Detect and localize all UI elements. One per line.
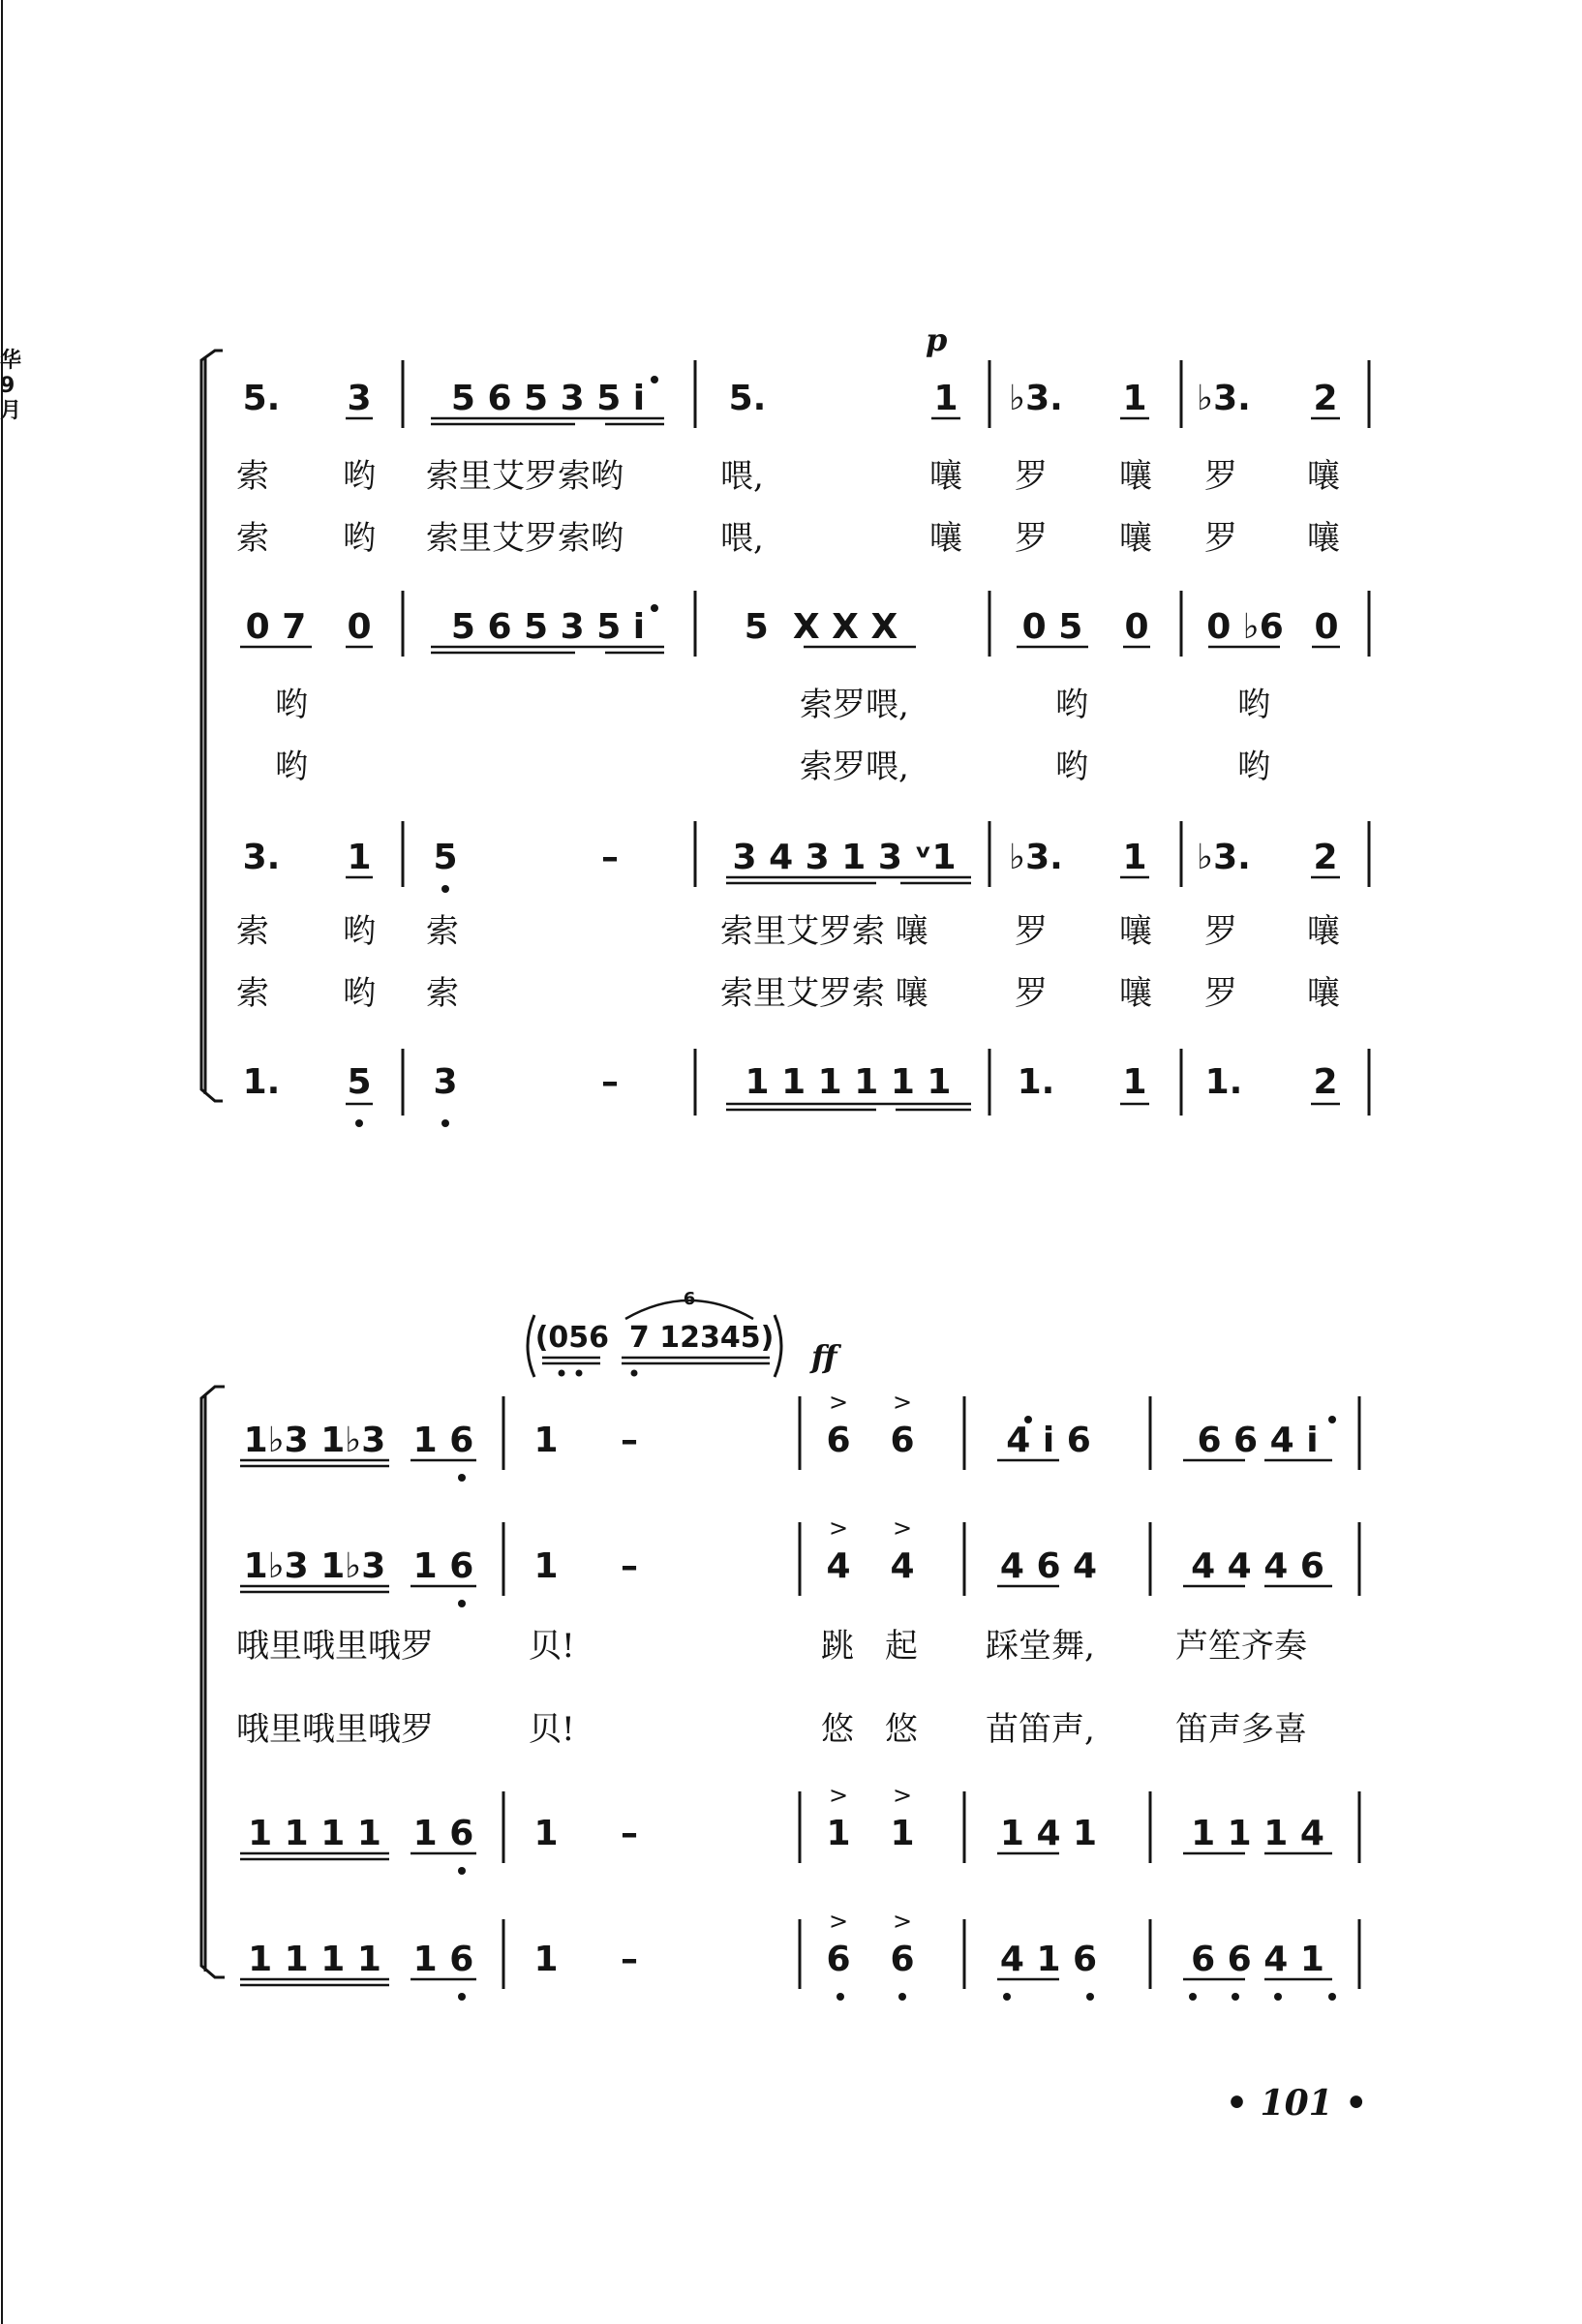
note: 1 6 [412, 1814, 474, 1853]
lyric: 哟 [343, 912, 376, 951]
lyric: 哟 [1055, 686, 1088, 724]
note: 2 [1313, 379, 1338, 418]
lyric: 索罗喂, [800, 748, 909, 786]
lyric: 罗 [1015, 912, 1048, 951]
lyric: 索罗喂, [800, 686, 909, 724]
lyric: 索 [236, 974, 269, 1013]
note: 1 [533, 1940, 559, 1979]
note: 1. [1204, 1062, 1243, 1102]
lyric: 起 [885, 1627, 918, 1666]
accent-mark: > [828, 1782, 849, 1809]
note: 2 [1313, 838, 1338, 877]
accent-mark: > [828, 1389, 849, 1416]
lyric: 索 [236, 912, 269, 951]
note: 5 [433, 838, 458, 877]
note: 1. [242, 1062, 281, 1102]
note: 1 1 1 1 [248, 1940, 381, 1979]
note: 1 [890, 1814, 915, 1853]
note: 1♭3 1♭3 [243, 1546, 386, 1586]
accent-mark: > [828, 1514, 849, 1542]
note: 1 [1122, 838, 1147, 877]
note: 1 1 1 1 1 1 [745, 1062, 952, 1102]
dash: – [621, 1940, 638, 1979]
note: 1♭3 1♭3 [243, 1421, 386, 1460]
note: 1 4 1 [999, 1814, 1098, 1853]
note: 4 4 4 6 [1191, 1546, 1324, 1586]
lyric: 哦里哦里哦罗 [236, 1627, 434, 1666]
lyric: 哟 [275, 748, 308, 786]
note: 0 ♭6 [1206, 607, 1284, 647]
lyric: 哟 [343, 519, 376, 558]
note: ♭3. [1009, 379, 1063, 418]
lyric: 罗 [1204, 912, 1237, 951]
lyric: 罗 [1204, 457, 1237, 496]
lyric: 哦里哦里哦罗 [236, 1710, 434, 1749]
lyric: 哟 [1055, 748, 1088, 786]
note: 5. [728, 379, 767, 418]
note: 6 [890, 1940, 915, 1979]
lyric: 索里艾罗索 嚷 [720, 912, 928, 951]
accent-mark: > [892, 1514, 913, 1542]
note: 4 1 6 [999, 1940, 1098, 1979]
note: 1 6 [412, 1421, 474, 1460]
lyric: 罗 [1204, 519, 1237, 558]
note: 3 [347, 379, 372, 418]
lyric: 哟 [343, 974, 376, 1013]
note: 6 [826, 1940, 851, 1979]
note: 1 [347, 838, 372, 877]
note: 6 6 4 1 [1191, 1940, 1324, 1979]
note: 0 [347, 607, 372, 647]
lyric: 嚷 [1119, 912, 1152, 951]
lyric: 嚷 [1119, 974, 1152, 1013]
note: 4 6 4 [999, 1546, 1098, 1586]
note: 6 6 4 i [1197, 1421, 1319, 1460]
lyric: 嚷 [929, 457, 962, 496]
note: 1 [533, 1814, 559, 1853]
lyric: 索 [426, 974, 459, 1013]
lyric: 嚷 [1307, 912, 1340, 951]
lyric: 罗 [1015, 457, 1048, 496]
note: 1 1 1 4 [1191, 1814, 1324, 1853]
note: 0 7 [245, 607, 307, 647]
note: 4 [826, 1546, 851, 1586]
note: ♭3. [1197, 838, 1251, 877]
dynamic-marking-ff: ff [811, 1338, 837, 1375]
note: 5 6 5 3 5 i [450, 607, 646, 647]
note: 1 [1122, 1062, 1147, 1102]
accent-mark: > [892, 1908, 913, 1935]
lyric: 罗 [1015, 519, 1048, 558]
note: 1. [1017, 1062, 1055, 1102]
lyric: 哟 [343, 457, 376, 496]
note: 0 [1124, 607, 1149, 647]
lyric: 悠 [821, 1710, 854, 1749]
lyric: 笛声多喜 [1175, 1710, 1307, 1749]
lyric: 嚷 [1307, 457, 1340, 496]
lyric: 罗 [1015, 974, 1048, 1013]
note: 5 X X X [744, 607, 898, 647]
lyric: 嚷 [929, 519, 962, 558]
lyric: 贝! [529, 1627, 575, 1666]
accent-mark: > [828, 1908, 849, 1935]
page-number: • 101 • [1226, 2083, 1368, 2124]
lyric: 索里艾罗索哟 [426, 519, 624, 558]
note: 3 [433, 1062, 458, 1102]
lyric: 索里艾罗索哟 [426, 457, 624, 496]
note: 1 [933, 379, 958, 418]
lyric: 踩堂舞, [986, 1627, 1095, 1666]
lyric: 苗笛声, [986, 1710, 1095, 1749]
lyric: 索 [426, 912, 459, 951]
note: 1 [533, 1421, 559, 1460]
dynamic-marking-p: p [926, 321, 948, 358]
lyric: 嚷 [1119, 457, 1152, 496]
lyric: 索 [236, 457, 269, 496]
note: 6 [826, 1421, 851, 1460]
intro-phrase: (056 7 12345) [534, 1321, 775, 1355]
note: 5 [347, 1062, 372, 1102]
lyric: 喂, [720, 457, 764, 496]
lyric: 索 [236, 519, 269, 558]
lyric: 贝! [529, 1710, 575, 1749]
lyric: 芦笙齐奏 [1175, 1627, 1307, 1666]
note: 1 6 [412, 1940, 474, 1979]
note: 1 [533, 1546, 559, 1586]
note: 3. [242, 838, 281, 877]
note: 4 i 6 [1006, 1421, 1091, 1460]
lyric: 哟 [1237, 748, 1270, 786]
note: 2 [1313, 1062, 1338, 1102]
lyric: 嚷 [1119, 519, 1152, 558]
note: 3 4 3 1 3 ᵛ1 [732, 838, 957, 877]
lyric: 哟 [1237, 686, 1270, 724]
note: 0 [1314, 607, 1339, 647]
dash: – [621, 1814, 638, 1853]
lyric: 跳 [821, 1627, 854, 1666]
note: 5 6 5 3 5 i [450, 379, 646, 418]
note: 1 [1122, 379, 1147, 418]
lyric: 哟 [275, 686, 308, 724]
lyric: 喂, [720, 519, 764, 558]
note: 5. [242, 379, 281, 418]
lyric: 罗 [1204, 974, 1237, 1013]
dash: – [621, 1421, 638, 1460]
spine-label: 华9月 [0, 349, 22, 423]
note: 6 [890, 1421, 915, 1460]
dash: – [621, 1546, 638, 1586]
lyric: 索里艾罗索 嚷 [720, 974, 928, 1013]
note: 1 [826, 1814, 851, 1853]
note: 1 6 [412, 1546, 474, 1586]
note: ♭3. [1197, 379, 1251, 418]
note: 1 1 1 1 [248, 1814, 381, 1853]
lyric: 嚷 [1307, 519, 1340, 558]
note: 0 5 [1021, 607, 1083, 647]
tuplet-number: 6 [683, 1289, 696, 1309]
accent-mark: > [892, 1389, 913, 1416]
accent-mark: > [892, 1782, 913, 1809]
lyric: 悠 [885, 1710, 918, 1749]
dash: – [601, 838, 619, 877]
lyric: 嚷 [1307, 974, 1340, 1013]
note: ♭3. [1009, 838, 1063, 877]
note: 4 [890, 1546, 915, 1586]
dash: – [601, 1062, 619, 1102]
